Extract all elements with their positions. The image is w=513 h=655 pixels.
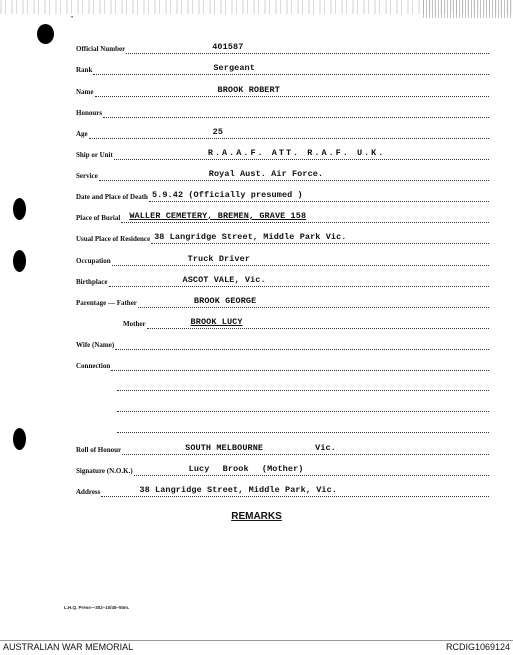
value-address: 38 Langridge Street, Middle Park, Vic. [139,485,338,495]
row-ship-or-unit [76,146,489,160]
print-reference: L.H.Q. Press—302–10/45–50m. [64,605,130,610]
punch-hole [37,24,54,44]
row-wife [76,336,489,350]
punch-hole [13,198,26,220]
row-signature-nok [76,462,489,476]
connection-blank-line [117,411,489,412]
row-service [76,167,489,181]
punch-hole [13,428,26,450]
remarks-heading: REMARKS [231,511,282,522]
value-date-place-of-death: 5.9.42 (Officially presumed ) [151,190,303,200]
row-roll-of-honour [76,441,489,455]
row-place-of-burial [76,209,489,223]
value-ship-or-unit: R.A.A.F. ATT. R.A.F. U.K. [207,148,386,158]
value-rank: Sergeant [213,63,255,73]
label-birthplace: Birthplace [76,278,108,286]
value-parentage-father: BROOK GEORGE [193,296,257,306]
archive-footer [0,640,513,655]
label-rank: Rank [76,66,93,74]
row-age [76,125,489,139]
scan-noise [423,0,513,18]
label-signature-nok: Signature (N.O.K.) [76,467,133,475]
row-address [76,483,489,497]
label-service: Service [76,172,98,180]
label-address: Address [76,488,101,496]
footer-record-id: RCDIG1069124 [445,642,510,652]
footer-institution: AUSTRALIAN WAR MEMORIAL [3,642,134,652]
row-usual-place-of-residence [76,230,489,244]
row-mother [123,315,489,329]
row-date-place-of-death [76,188,489,202]
row-occupation [76,252,489,266]
value-roll-of-honour: SOUTH MELBOURNE [185,443,264,453]
row-official-number [76,40,489,54]
row-honours [76,104,489,118]
value-name: BROOK ROBERT [217,85,280,95]
value-occupation: Truck Driver [187,254,251,264]
label-date-place-of-death: Date and Place of Death [76,193,148,201]
stray-mark: • [71,15,74,21]
label-mother: Mother [123,320,146,328]
connection-blank-line [117,432,489,433]
row-parentage-father [76,294,489,308]
value-roll-of-honour-state: Vic. [315,443,336,453]
value-place-of-burial: WALLER CEMETERY, BREMEN, GRAVE 158 [129,211,307,221]
value-service: Royal Aust. Air Force. [208,169,324,179]
row-name [76,83,489,97]
connection-blank-line [117,390,489,391]
row-rank [76,61,489,75]
punch-hole [13,250,26,272]
label-occupation: Occupation [76,257,111,265]
label-name: Name [76,88,94,96]
row-connection [76,357,489,371]
label-roll-of-honour: Roll of Honour [76,446,122,454]
label-honours: Honours [76,109,103,117]
label-parentage-father: Parentage — Father [76,299,137,307]
label-age: Age [76,130,88,138]
label-wife: Wife (Name) [76,341,115,349]
value-birthplace: ASCOT VALE, Vic. [182,275,266,285]
value-official-number: 401587 [212,42,244,52]
value-mother: BROOK LUCY [190,317,243,327]
value-signature-nok: Lucy Brook (Mother) [188,464,304,474]
row-birthplace [76,273,489,287]
label-place-of-burial: Place of Burial [76,214,121,222]
label-ship-or-unit: Ship or Unit [76,151,113,159]
value-age: 25 [212,127,224,137]
value-usual-place-of-residence: 38 Langridge Street, Middle Park Vic. [154,232,347,242]
label-connection: Connection [76,362,111,370]
label-official-number: Official Number [76,45,126,53]
label-usual-place-of-residence: Usual Place of Residence [76,235,151,243]
